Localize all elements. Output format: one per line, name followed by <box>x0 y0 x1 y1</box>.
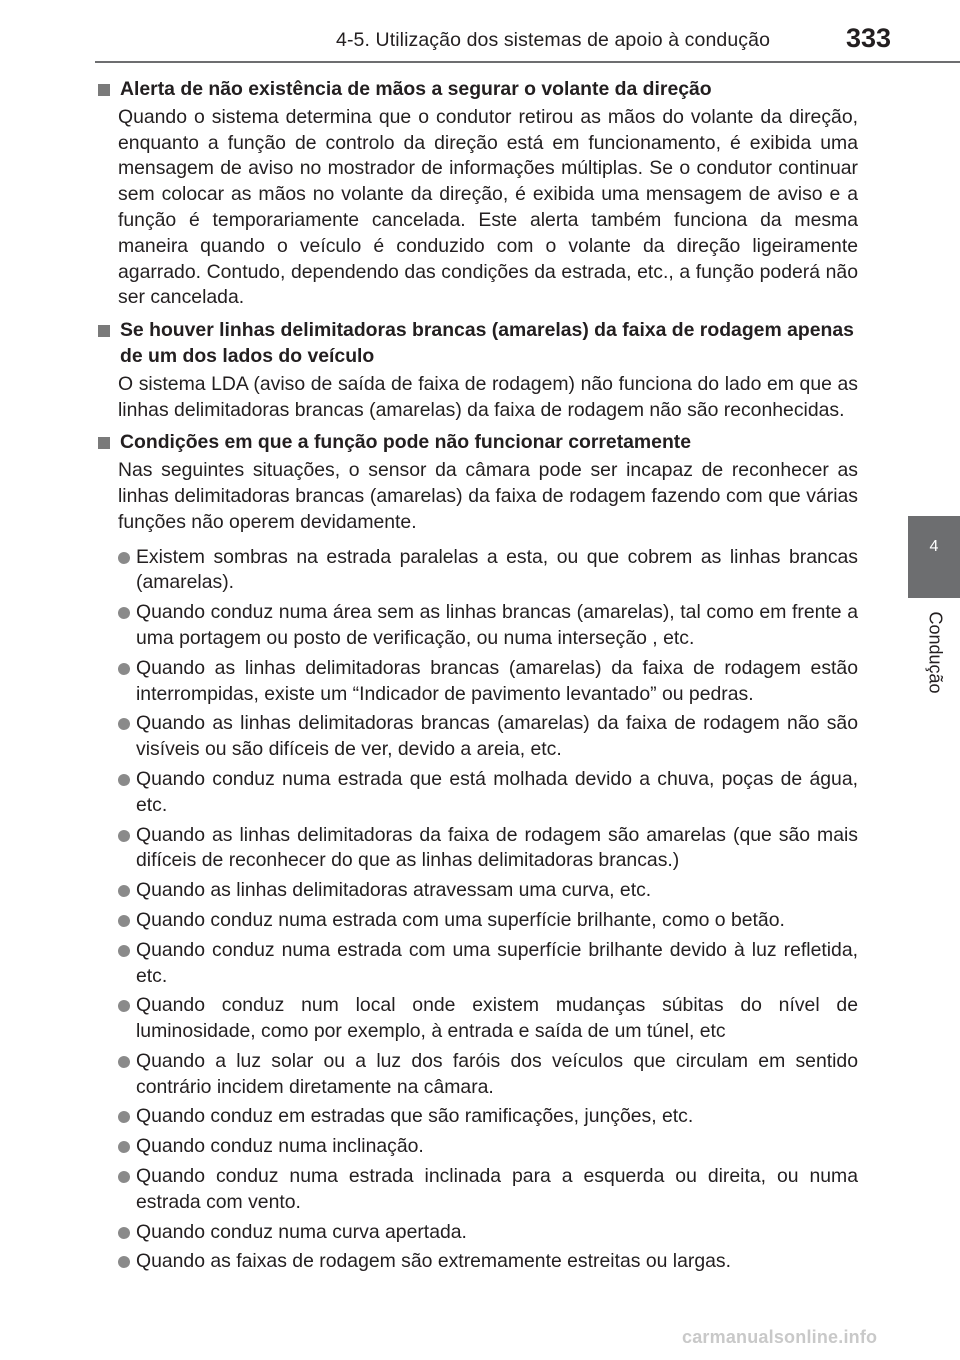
conditions-list <box>118 545 858 1276</box>
list-item <box>118 1134 858 1160</box>
section-heading <box>96 77 858 103</box>
list-item <box>118 1049 858 1101</box>
list-item-text: Quando as linhas delimitadoras brancas (amarelas) da faixa de rodagem não são visíveis ou são difíceis de ver, devido a areia, etc. <box>136 712 858 761</box>
round-bullet-icon <box>118 1227 130 1239</box>
watermark: carmanualsonline.info <box>682 1327 878 1347</box>
list-item-text: Quando conduz numa inclinação. <box>136 1135 424 1158</box>
list-item-text: Quando as linhas delimitadoras da faixa de rodagem são amarelas (que são mais difíceis de reconhecer do que as linhas delimitadoras brancas.) <box>136 823 858 872</box>
list-item-text: Quando conduz numa estrada inclinada para a esquerda ou direita, ou numa estrada com vento. <box>136 1165 858 1213</box>
list-item <box>118 600 858 652</box>
list-item-text: Quando conduz numa estrada que está molhada devido a chuva, poças de água, etc. <box>136 767 858 816</box>
round-bullet-icon <box>118 915 130 927</box>
round-bullet-icon <box>118 885 130 897</box>
list-item-text: Quando conduz numa curva apertada. <box>136 1220 467 1243</box>
page-content <box>96 77 858 1282</box>
list-item-text: Existem sombras na estrada paralelas a esta, ou que cobrem as linhas brancas (amarelas). <box>136 545 858 594</box>
round-bullet-icon <box>118 774 130 786</box>
round-bullet-icon <box>118 1000 130 1012</box>
section-heading <box>96 318 858 370</box>
section-paragraph: O sistema LDA (aviso de saída de faixa de rodagem) não funciona do lado em que as linhas delimitadoras brancas (amarelas) da faixa de rodagem não são reconhecidas. <box>118 372 858 421</box>
list-item <box>118 1249 858 1275</box>
list-item <box>118 545 858 597</box>
chapter-tab-number: 4 <box>929 538 939 555</box>
round-bullet-icon <box>118 1171 130 1183</box>
section-paragraph: Quando o sistema determina que o condutor retirou as mãos do volante da direção, enquanto a função de controlo da direção está em funcionamento, é exibida uma mensagem de aviso no mostrador de informações múltiplas. Se o condutor continuar sem colocar as mãos no volante da direção, é exibida uma mensagem de aviso e a função é temporariamente cancelada. Este alerta também funciona da mesma maneira quando o veículo é conduzido com o volante da direção ligeiramente agarrado. Contudo, dependendo das condições da estrada, etc., a função poderá não ser cancelada. <box>118 105 858 309</box>
list-item-text: Quando a luz solar ou a luz dos faróis dos veículos que circulam em sentido contrário incidem diretamente na câmara. <box>136 1049 858 1098</box>
list-item <box>118 1104 858 1130</box>
square-bullet-icon <box>98 437 110 449</box>
page-number: 333 <box>846 23 892 53</box>
header-divider <box>95 61 960 63</box>
list-item-text: Quando conduz numa área sem as linhas brancas (amarelas), tal como em frente a uma portagem ou posto de verificação, ou numa interseção , etc. <box>136 601 858 649</box>
round-bullet-icon <box>118 718 130 730</box>
list-item-text: Quando as linhas delimitadoras atravessam uma curva, etc. <box>136 879 652 902</box>
round-bullet-icon <box>118 1256 130 1268</box>
section-heading <box>96 430 858 456</box>
section-one-side-lines <box>96 318 858 423</box>
page-header-title: 4-5. Utilização dos sistemas de apoio à condução <box>336 29 771 51</box>
section-hands-off-alert <box>96 77 858 311</box>
list-item <box>118 1220 858 1246</box>
section-malfunction-conditions <box>96 430 858 1275</box>
square-bullet-icon <box>98 84 110 96</box>
section-heading-text: Condições em que a função pode não funcionar corretamente <box>120 431 692 454</box>
round-bullet-icon <box>118 1111 130 1123</box>
list-item-text: Quando conduz num local onde existem mudanças súbitas do nível de luminosidade, como por exemplo, à entrada e saída de um túnel, etc <box>136 994 858 1043</box>
list-item-text: Quando as linhas delimitadoras brancas (amarelas) da faixa de rodagem estão interrompidas, existe um “Indicador de pavimento levantado” ou pedras. <box>136 656 858 705</box>
round-bullet-icon <box>118 830 130 842</box>
list-item-text: Quando conduz numa estrada com uma superfície brilhante devido à luz refletida, etc. <box>136 938 858 987</box>
section-heading-text: Se houver linhas delimitadoras brancas (amarelas) da faixa de rodagem apenas de um dos lados do veículo <box>120 319 854 367</box>
list-item-text: Quando conduz numa estrada com uma superfície brilhante, como o betão. <box>136 908 785 931</box>
list-item <box>118 878 858 904</box>
round-bullet-icon <box>118 663 130 675</box>
round-bullet-icon <box>118 607 130 619</box>
round-bullet-icon <box>118 1141 130 1153</box>
list-item <box>118 1164 858 1216</box>
square-bullet-icon <box>98 325 110 337</box>
round-bullet-icon <box>118 945 130 957</box>
chapter-tab <box>908 516 960 598</box>
list-item <box>118 823 858 875</box>
section-heading-text: Alerta de não existência de mãos a segurar o volante da direção <box>120 78 712 100</box>
section-paragraph: Nas seguintes situações, o sensor da câmara pode ser incapaz de reconhecer as linhas delimitadoras brancas (amarelas) da faixa de rodagem fazendo com que várias funções não operem devidamente. <box>118 459 858 533</box>
list-item <box>118 938 858 990</box>
list-item-text: Quando conduz em estradas que são ramificações, junções, etc. <box>136 1105 694 1128</box>
list-item <box>118 767 858 819</box>
round-bullet-icon <box>118 552 130 564</box>
list-item <box>118 993 858 1045</box>
list-item-text: Quando as faixas de rodagem são extremamente estreitas ou largas. <box>136 1250 731 1273</box>
chapter-tab-label-area <box>910 598 960 706</box>
list-item <box>118 711 858 763</box>
round-bullet-icon <box>118 1056 130 1068</box>
chapter-tab-label: Condução <box>925 610 946 694</box>
list-item <box>118 656 858 708</box>
list-item <box>118 908 858 934</box>
